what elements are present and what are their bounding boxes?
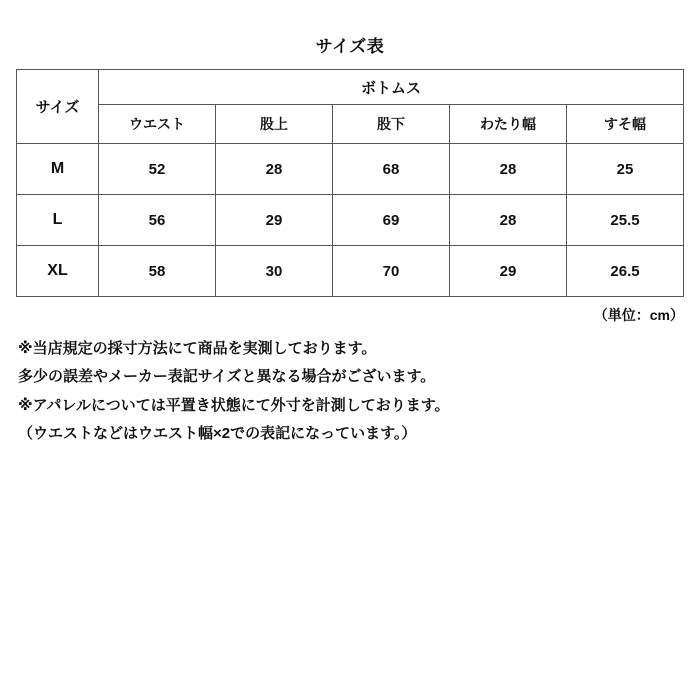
unit-note: （単位：cm） [593, 307, 684, 323]
note-line-4: （ウエストなどはウエスト幅×2での表記になっています。） [18, 424, 417, 442]
note-line-2: 多少の誤差やメーカー表記サイズと異なる場合がございます。 [18, 368, 436, 386]
cell-l-rise: 29 [216, 195, 333, 246]
cell-m-rise: 28 [216, 144, 333, 195]
table-subheader-hem-width: すそ幅 [567, 105, 684, 144]
notes-section [16, 339, 686, 444]
table-subheader-inseam: 股下 [333, 105, 450, 144]
table-subheader-thigh-width: わたり幅 [450, 105, 567, 144]
table-row [17, 195, 684, 246]
cell-m-thigh-width: 28 [450, 144, 567, 195]
table-subheader-rise: 股上 [216, 105, 333, 144]
cell-xl-rise: 30 [216, 246, 333, 297]
cell-l-inseam: 69 [333, 195, 450, 246]
table-subheader-waist: ウエスト [99, 105, 216, 144]
table-row [17, 246, 684, 297]
cell-l-hem-width: 25.5 [567, 195, 684, 246]
cell-xl-waist: 58 [99, 246, 216, 297]
cell-xl-inseam: 70 [333, 246, 450, 297]
size-table [16, 69, 684, 297]
table-group-header-bottoms: ボトムス [99, 70, 684, 105]
cell-xl-thigh-width: 29 [450, 246, 567, 297]
cell-m-hem-width: 25 [567, 144, 684, 195]
table-corner-size-label: サイズ [17, 70, 99, 144]
row-label-m: M [17, 144, 99, 195]
table-row [17, 144, 684, 195]
row-label-xl: XL [17, 246, 99, 297]
cell-xl-hem-width: 26.5 [567, 246, 684, 297]
page-title: サイズ表 [315, 37, 385, 56]
cell-l-waist: 56 [99, 195, 216, 246]
note-line-3: ※アパレルについては平置き状態にて外寸を計測しております。 [18, 396, 450, 414]
table-header-row-group [17, 70, 684, 105]
table-header-row-sub [17, 105, 684, 144]
cell-m-inseam: 68 [333, 144, 450, 195]
note-line-1: ※当店規定の採寸方法にて商品を実測しております。 [18, 340, 377, 357]
row-label-l: L [17, 195, 99, 246]
cell-l-thigh-width: 28 [450, 195, 567, 246]
cell-m-waist: 52 [99, 144, 216, 195]
